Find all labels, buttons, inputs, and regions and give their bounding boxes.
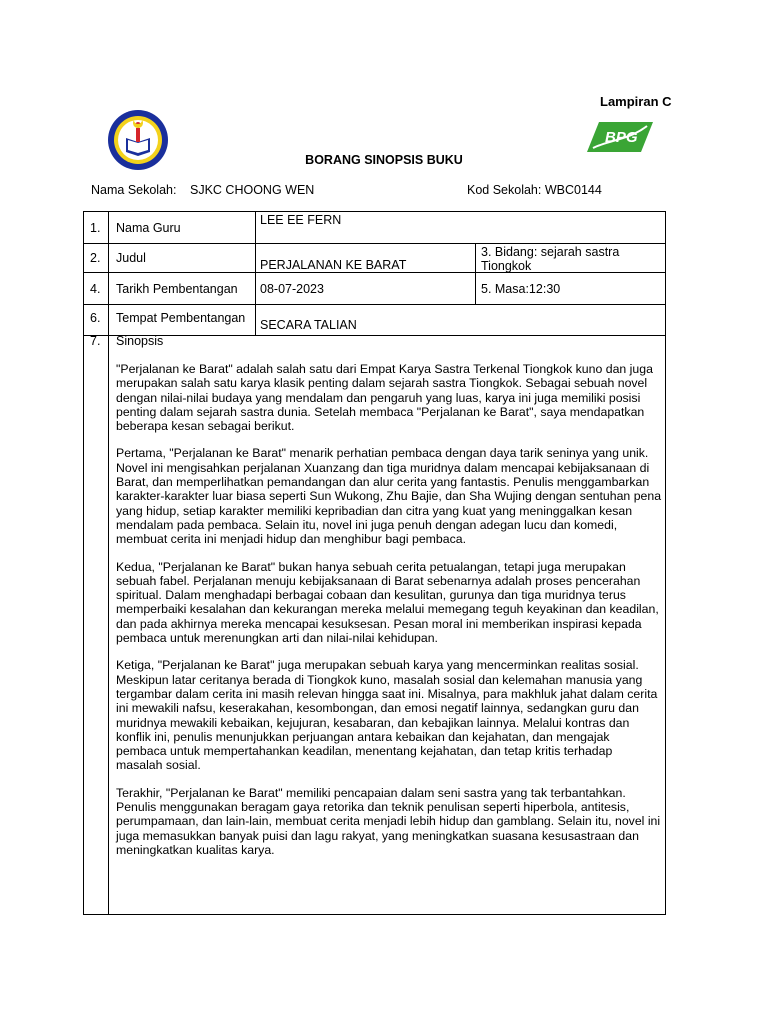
bpg-logo-text: BPG <box>605 129 638 146</box>
field-bidang: 3. Bidang: sejarah sastra Tiongkok <box>481 245 620 273</box>
lampiran-label: Lampiran C <box>600 94 672 109</box>
school-code: Kod Sekolah: WBC0144 <box>467 183 602 197</box>
row-4-number: 4. <box>90 282 101 296</box>
row-1-number: 1. <box>90 221 101 235</box>
school-name-value: SJKC CHOONG WEN <box>190 183 315 197</box>
book-title: PERJALANAN KE BARAT <box>260 258 407 272</box>
row-2-label: Judul <box>116 251 146 265</box>
bpg-logo <box>585 118 655 158</box>
row-4-label: Tarikh Pembentangan <box>116 282 238 296</box>
school-name-label: Nama Sekolah: <box>91 183 177 197</box>
form-title: BORANG SINOPSIS BUKU <box>305 153 463 167</box>
presentation-time: 5. Masa:12:30 <box>481 282 561 296</box>
teacher-name: LEE EE FERN <box>260 213 342 227</box>
synopsis-paragraph: Pertama, "Perjalanan ke Barat" menarik perhatian pembaca dengan daya tarik seninya yang unik. Novel ini mengisahkan perjalanan Xuanzang dan tiga muridnya dalam mencapai kebijaksanaan di Barat, dan memperlihatkan pemandangan dan alur cerita yang fantastis. Penulis menggambarkan karakter-karakter luar biasa seperti Sun Wukong, Zhu Bajie, dan Sha Wujing dengan sentuhan pena yang hidup, setiap karakter memiliki kepribadian dan citra yang kuat yang meninggalkan kesan mendalam pada pembaca. Selain itu, novel ini juga penuh dengan adegan lucu dan komedi, membuat cerita ini menjadi hidup dan menghibur bagi pembaca. <box>116 446 662 547</box>
row-2-number: 2. <box>90 251 101 265</box>
row-6-label: Tempat Pembentangan <box>116 311 246 325</box>
synopsis-paragraph: Kedua, "Perjalanan ke Barat" bukan hanya sebuah cerita petualangan, tetapi juga merupakan sebuah fabel. Perjalanan menuju kebijaksanaan di Barat sebenarnya adalah proses pencerahan spiritual. Dalam menghadapi berbagai cobaan dan kesulitan, gurunya dan tiga muridnya terus memperbaiki kesalahan dan kekurangan mereka melalui memegang teguh keyakinan dan keadilan, dan pada akhirnya mereka mencapai kesuksesan. Pesan moral ini memberikan inspirasi kepada pembaca untuk merenungkan arti dan nilai-nilai kehidupan. <box>116 559 659 646</box>
row-6-number: 6. <box>90 311 101 325</box>
row-1-label: Nama Guru <box>116 221 181 235</box>
synopsis-paragraph: Ketiga, "Perjalanan ke Barat" juga merupakan sebuah karya yang mencerminkan realitas sosial. Meskipun latar ceritanya berada di Tiongkok kuno, masalah sosial dan kelemahan manusia yang tergambar dalam cerita ini masih relevan hingga saat ini. Misalnya, para makhluk jahat dalam cerita ini mewakili nafsu, keserakahan, kesombongan, dan emosi negatif lainnya, sedangkan guru dan muridnya mewakili kebaikan, kejujuran, kesabaran, dan kebajikan lainnya. Melalui kontras dan konflik ini, penulis menunjukkan perjuangan antara kebaikan dan kejahatan, dan mengajak pembaca untuk mempertahankan keadilan, menentang kejahatan, dan tetap kritis terhadap masalah sosial. <box>116 658 658 773</box>
presentation-venue: SECARA TALIAN <box>260 318 357 332</box>
synopsis-paragraph: "Perjalanan ke Barat" adalah salah satu dari Empat Karya Sastra Terkenal Tiongkok kuno dan juga merupakan salah satu karya klasik penting dalam sejarah sastra Tiongkok. Sebagai sebuah novel dengan nilai-nilai budaya yang mendalam dan pengaruh yang luas, karya ini juga memiliki posisi penting dalam sejarah sastra dunia. Setelah membaca "Perjalanan ke Barat", saya mendapatkan beberapa kesan sebagai berikut. <box>116 362 653 434</box>
synopsis-text <box>116 362 662 870</box>
presentation-date: 08-07-2023 <box>260 282 324 296</box>
synopsis-paragraph: Terakhir, "Perjalanan ke Barat" memiliki pencapaian dalam seni sastra yang tak terbantahkan. Penulis menggunakan beragam gaya retorika dan teknik penulisan seperti hiperbola, antitesis, perumpamaan, dan lain-lain, membuat cerita menjadi lebih hidup dan gamblang. Selain itu, novel ini juga memasukkan banyak puisi dan lagu rakyat, yang meningkatkan suasana kesusastraan dan meningkatkan kualitas karya. <box>116 785 661 857</box>
row-7-number: 7. <box>90 334 101 348</box>
row-7-label: Sinopsis <box>116 334 164 348</box>
